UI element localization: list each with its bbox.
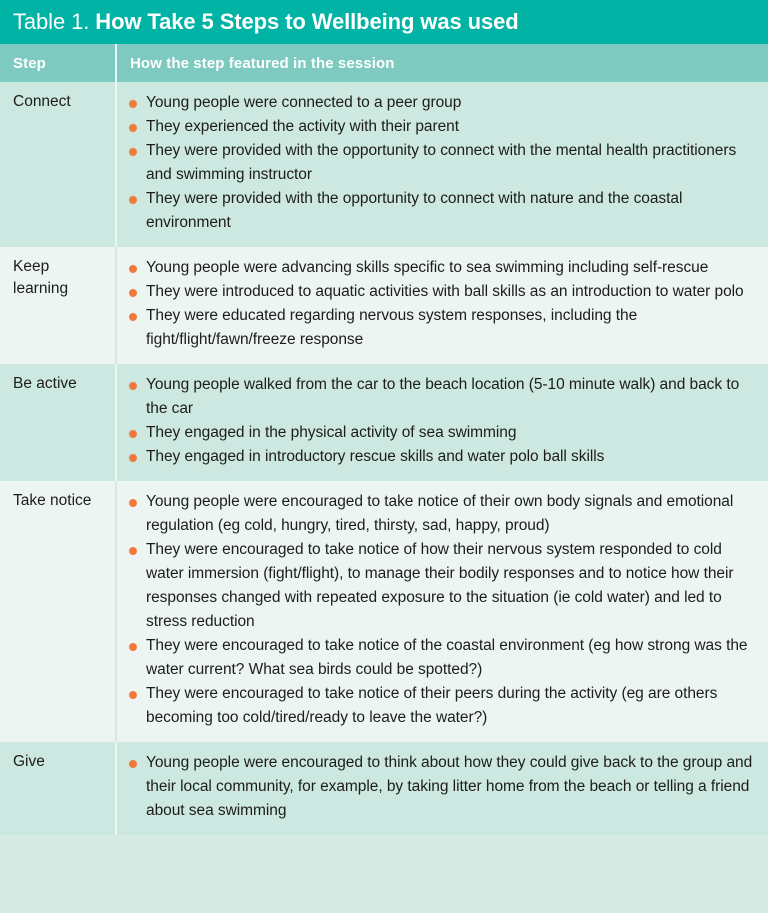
table-title-text: How Take 5 Steps to Wellbeing was used [95,9,519,34]
table-row [0,481,768,742]
list-item-text: Young people were advancing skills specific to sea swimming including self-rescue [146,259,709,276]
list-item-text: They were introduced to aquatic activities with ball skills as an introduction to water polo [146,283,744,300]
list-item [129,682,756,730]
bullet-dot-icon [129,196,137,204]
list-item [129,304,756,352]
bullet-dot-icon [129,760,137,768]
list-item [129,445,756,469]
table-column-header-row [0,44,768,82]
list-item [129,139,756,187]
bullet-dot-icon [129,643,137,651]
bullet-dot-icon [129,430,137,438]
list-item [129,115,756,139]
list-item-text: Young people were encouraged to take notice of their own body signals and emotional regulation (eg cold, hungry, tired, thirsty, sad, happy, proud) [146,493,734,534]
table-row [0,742,768,835]
list-item-text: They were provided with the opportunity to connect with nature and the coastal environment [146,190,683,231]
table-cell-step: Keep learning [13,258,69,297]
list-item [129,538,756,634]
bullet-dot-icon [129,382,137,390]
table-title-bar [0,0,768,44]
table-row [0,364,768,481]
table-cell-description [115,742,768,835]
table-cell-step: Be active [13,375,77,392]
bullet-dot-icon [129,265,137,273]
bullet-list [129,373,756,469]
bullet-dot-icon [129,499,137,507]
table-number-label: Table 1. [13,9,90,34]
bullet-dot-icon [129,148,137,156]
bullet-list [129,91,756,235]
table-cell-step: Give [13,753,45,770]
table-cell-step: Take notice [13,492,92,509]
bullet-list [129,751,756,823]
list-item-text: Young people were connected to a peer group [146,94,462,111]
table-cell-description [115,364,768,481]
list-item [129,91,756,115]
list-item-text: Young people walked from the car to the beach location (5-10 minute walk) and back to the car [146,376,740,417]
list-item [129,280,756,304]
list-item-text: They experienced the activity with their parent [146,118,459,135]
table-cell-description [115,247,768,364]
list-item-text: They were encouraged to take notice of their peers during the activity (eg are others becoming too cold/tired/ready to leave the water?) [146,685,718,726]
list-item [129,634,756,682]
bullet-dot-icon [129,454,137,462]
column-header-description: How the step featured in the session [115,44,768,82]
bullet-dot-icon [129,691,137,699]
table-cell-description [115,481,768,742]
list-item [129,421,756,445]
list-item [129,751,756,823]
bullet-list [129,256,756,352]
list-item [129,187,756,235]
table-cell-description [115,82,768,247]
bullet-dot-icon [129,289,137,297]
list-item [129,373,756,421]
list-item-text: They engaged in the physical activity of sea swimming [146,424,517,441]
bullet-dot-icon [129,313,137,321]
table-cell-step: Connect [13,93,71,110]
list-item-text: Young people were encouraged to think about how they could give back to the group and their local community, for example, by taking litter home from the beach or telling a friend about sea swimming [146,754,753,819]
table-row [0,247,768,364]
list-item-text: They were provided with the opportunity to connect with the mental health practitioners and swimming instructor [146,142,737,183]
page-title [13,9,519,35]
bullet-dot-icon [129,100,137,108]
list-item-text: They were educated regarding nervous system responses, including the fight/flight/fawn/freeze response [146,307,638,348]
list-item-text: They engaged in introductory rescue skills and water polo ball skills [146,448,605,465]
table-body [0,82,768,913]
bullet-dot-icon [129,124,137,132]
list-item [129,490,756,538]
column-header-step: Step [13,54,46,72]
list-item-text: They were encouraged to take notice of the coastal environment (eg how strong was the water current? What sea birds could be spotted?) [146,637,748,678]
list-item-text: They were encouraged to take notice of how their nervous system responded to cold water immersion (fight/flight), to manage their bodily responses and to notice how their responses changed with repeated exposure to the situation (ie cold water) and led to stress reduction [146,541,734,630]
bullet-list [129,490,756,730]
list-item [129,256,756,280]
bullet-dot-icon [129,547,137,555]
table-row [0,82,768,247]
